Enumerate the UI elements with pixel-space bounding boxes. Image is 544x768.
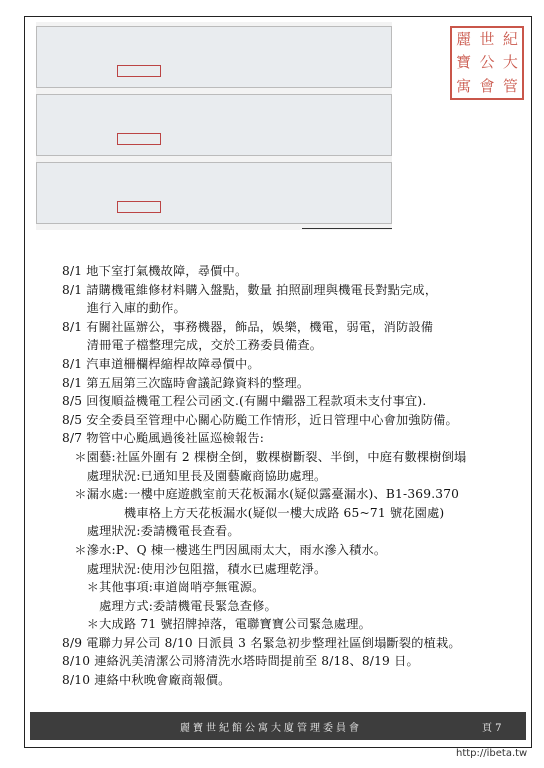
seal-char: 寶 — [456, 53, 472, 72]
report-line: ＊大成路 71 號招牌掉落，電聯寶寶公司緊急處理。 — [62, 617, 371, 632]
report-line: 8/10 連絡汎美清潔公司將清洗水塔時間提前至 8/18、8/19 日。 — [62, 654, 419, 669]
seal-char: 會 — [479, 76, 495, 95]
report-line: ＊漏水處:一樓中庭遊戲室前天花板漏水(疑似露臺漏水)、B1-369.370 — [62, 487, 460, 502]
page-number: 頁 7 — [482, 723, 502, 734]
report-line: ＊園藝:社區外圍有 2 棵樹全倒，數棵樹斷裂、半倒，中庭有數棵樹倒塌 — [62, 449, 467, 464]
seal-char: 公 — [479, 53, 495, 72]
cheque-1 — [36, 26, 392, 88]
report-line: 處理狀況:委請機電長查看。 — [62, 524, 240, 539]
report-line: 進行入庫的動作。 — [62, 301, 186, 316]
report-line: 8/9 電聯力昇公司 8/10 日派員 3 名緊急初步整理社區倒塌斷裂的植栽。 — [62, 635, 461, 650]
report-line: 機車格上方天花板漏水(疑似一樓大成路 65~71 號花園處) — [62, 505, 445, 520]
cheque-stamp — [117, 65, 161, 77]
report-line: 處理狀況:使用沙包阻擋，積水已處理乾淨。 — [62, 561, 327, 576]
report-line: 8/7 物管中心颱風過後社區巡檢報告: — [62, 431, 265, 446]
seal-char: 世 — [479, 30, 495, 48]
seal-char: 寓 — [456, 76, 472, 95]
report-line: 處理方式:委請機電長緊急查修。 — [62, 598, 277, 613]
seal-char: 紀 — [502, 30, 518, 48]
source-watermark: http://ibeta.tw — [456, 748, 528, 759]
report-line: 8/5 安全委員至管理中心關心防颱工作情形，近日管理中心會加強防備。 — [62, 412, 458, 427]
cheque-2 — [36, 94, 392, 156]
page-footer — [30, 712, 526, 740]
report-line: 清冊電子檔整理完成，交於工務委員備查。 — [62, 338, 323, 353]
report-line: ＊滲水:P、Q 棟一樓逃生門因風雨太大，雨水滲入積水。 — [62, 542, 387, 557]
report-line: 8/1 地下室打氣機故障，尋價中。 — [62, 264, 248, 278]
signature-line — [302, 228, 392, 229]
cheque-stamp — [117, 201, 161, 213]
seal-char: 麗 — [456, 30, 472, 48]
report-line: 處理狀況:已通知里長及園藝廠商協助處理。 — [62, 468, 327, 483]
report-line: 8/1 有關社區辦公，事務機器，飾品，娛樂，機電，弱電，消防設備 — [62, 319, 434, 334]
report-line: 8/1 請購機電維修材料購入盤點，數量 拍照副理與機電長對點完成， — [62, 282, 438, 297]
cheque-scan — [36, 22, 392, 230]
report-body — [62, 262, 502, 690]
red-seal-stamp — [450, 26, 524, 100]
footer-org-name: 麗寶世紀館公寓大廈管理委員會 — [180, 723, 362, 734]
seal-char: 大 — [502, 53, 518, 72]
report-line: 8/5 回復順益機電工程公司函文.(有關中繼器工程款項未支付事宜). — [62, 394, 427, 409]
cheque-stamp — [117, 133, 161, 145]
seal-char: 管 — [502, 76, 518, 95]
report-line: 8/10 連絡中秋晚會廠商報價。 — [62, 673, 231, 688]
report-line: ＊其他事項:車道崗哨亭無電源。 — [62, 580, 265, 595]
report-line: 8/1 第五屆第三次臨時會議記錄資料的整理。 — [62, 375, 310, 390]
cheque-3 — [36, 162, 392, 224]
report-line: 8/1 汽車道柵欄桿縮桿故障尋價中。 — [62, 356, 260, 371]
